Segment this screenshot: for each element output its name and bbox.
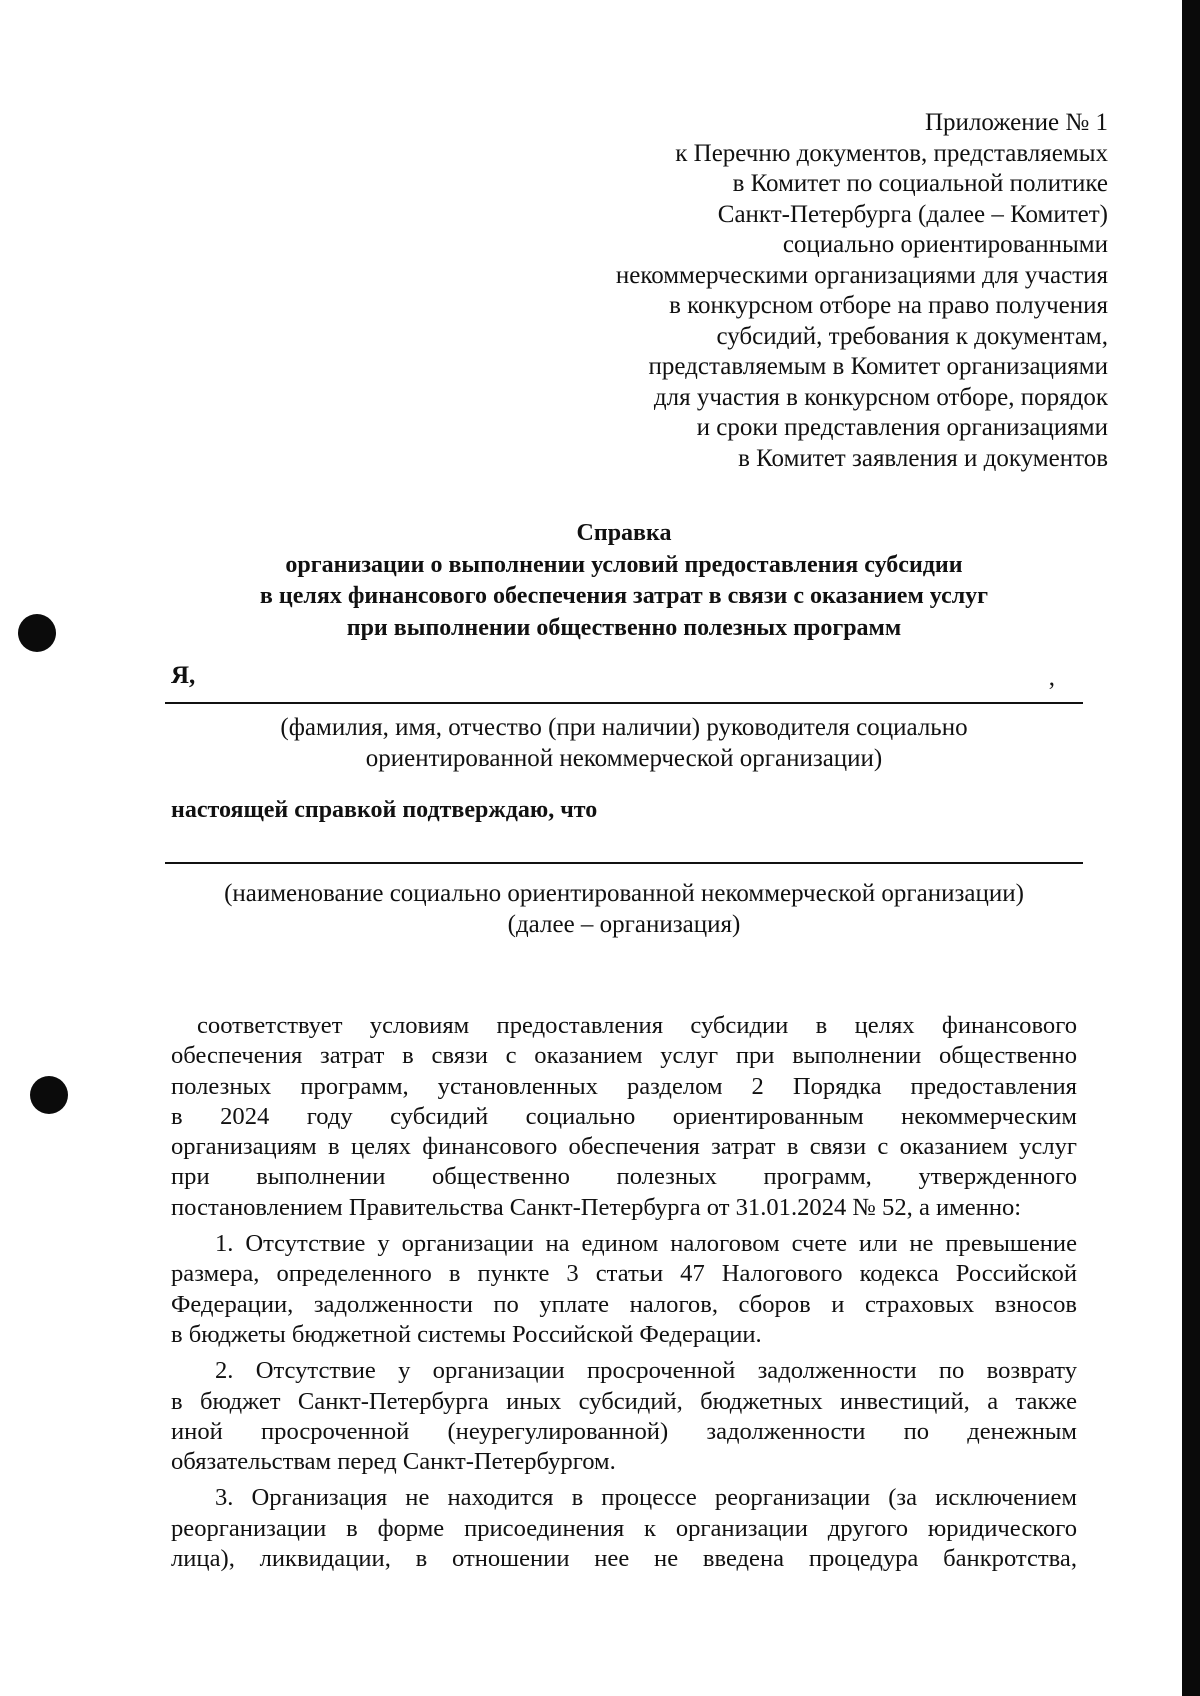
body-line: обязательствам перед Санкт-Петербургом.: [171, 1448, 616, 1476]
appendix-line: к Перечню документов, представляемых: [675, 139, 1108, 167]
appendix-line: в конкурсном отборе на право получения: [669, 292, 1108, 319]
org-caption: [160, 878, 1088, 940]
body-line: реорганизации в форме присоединения к организации другого юридического: [171, 1514, 1077, 1542]
body-line: организациям в целях финансового обеспечения затрат в связи с оказанием услуг: [171, 1133, 1077, 1161]
body-line: в бюджеты бюджетной системы Российской Федерации.: [171, 1320, 762, 1348]
appendix-line: в Комитет по социальной политике: [732, 170, 1108, 197]
fio-caption-line: (фамилия, имя, отчество (при наличии) руководителя социально: [280, 714, 968, 741]
document-title: [160, 518, 1088, 644]
intro-paragraph: [171, 1011, 1077, 1223]
body-line: размера, определенного в пункте 3 статьи 47 Налогового кодекса Российской: [171, 1260, 1077, 1288]
fio-caption: [160, 712, 1088, 774]
scan-edge: [1182, 0, 1200, 1696]
body-line: в бюджет Санкт-Петербурга иных субсидий, бюджетных инвестиций, а также: [171, 1387, 1077, 1415]
confirm-statement: настоящей справкой подтверждаю, что: [171, 797, 598, 823]
appendix-line: для участия в конкурсном отборе, порядок: [653, 383, 1108, 411]
appendix-line: субсидий, требования к документам,: [716, 322, 1108, 350]
appendix-line: представляемым в Комитет организациями: [648, 353, 1108, 380]
title-line: при выполнении общественно полезных программ: [346, 614, 902, 641]
list-item: [171, 1483, 1077, 1574]
punch-hole: [18, 614, 56, 652]
appendix-line: некоммерческими организациями для участия: [615, 261, 1108, 289]
appendix-line: и сроки представления организациями: [696, 414, 1108, 441]
body-line: в 2024 году субсидий социально ориентированным некоммерческим: [171, 1102, 1077, 1130]
list-item: [171, 1229, 1077, 1350]
fio-caption-line: ориентированной некоммерческой организации): [365, 745, 883, 772]
appendix-line: Санкт-Петербурга (далее – Комитет): [717, 200, 1108, 228]
body-line: Федерации, задолженности по уплате налогов, сборов и страховых взносов: [171, 1290, 1077, 1318]
body-line: при выполнении общественно полезных программ, утвержденного: [171, 1163, 1077, 1191]
appendix-header: [508, 108, 1108, 474]
body-line: 1. Отсутствие у организации на едином налоговом счете или не превышение: [215, 1230, 1077, 1258]
appendix-line: социально ориентированными: [782, 231, 1108, 258]
appendix-line: Приложение № 1: [924, 109, 1108, 136]
fio-prefix: Я,: [171, 662, 196, 689]
body-line: 3. Организация не находится в процессе реорганизации (за исключением: [215, 1484, 1077, 1512]
appendix-line: в Комитет заявления и документов: [738, 444, 1108, 472]
body-line: постановлением Правительства Санкт-Петербурга от 31.01.2024 № 52, а именно:: [171, 1193, 1022, 1221]
fio-fill-line[interactable]: [165, 660, 1083, 704]
body-text: [171, 1011, 1077, 1574]
body-line: полезных программ, установленных разделом 2 Порядка предоставления: [171, 1072, 1077, 1100]
fio-comma: ,: [1048, 664, 1055, 691]
body-line: лица), ликвидации, в отношении нее не введена процедура банкротства,: [171, 1545, 1077, 1573]
title-line: в целях финансового обеспечения затрат в связи с оказанием услуг: [259, 583, 989, 609]
list-item: [171, 1356, 1077, 1477]
org-name-fill-line[interactable]: [165, 862, 1083, 864]
title-line: Справка: [576, 520, 672, 546]
body-line: 2. Отсутствие у организации просроченной задолженности по возврату: [215, 1357, 1077, 1385]
body-line: соответствует условиям предоставления субсидии в целях финансового: [197, 1012, 1077, 1039]
punch-hole: [30, 1076, 68, 1114]
title-line: организации о выполнении условий предоставления субсидии: [285, 551, 963, 578]
body-line: иной просроченной (неурегулированной) задолженности по денежным: [171, 1417, 1077, 1445]
body-line: обеспечения затрат в связи с оказанием услуг при выполнении общественно: [171, 1042, 1077, 1070]
org-caption-line: (далее – организация): [507, 911, 741, 938]
org-caption-line: (наименование социально ориентированной некоммерческой организации): [224, 880, 1024, 907]
